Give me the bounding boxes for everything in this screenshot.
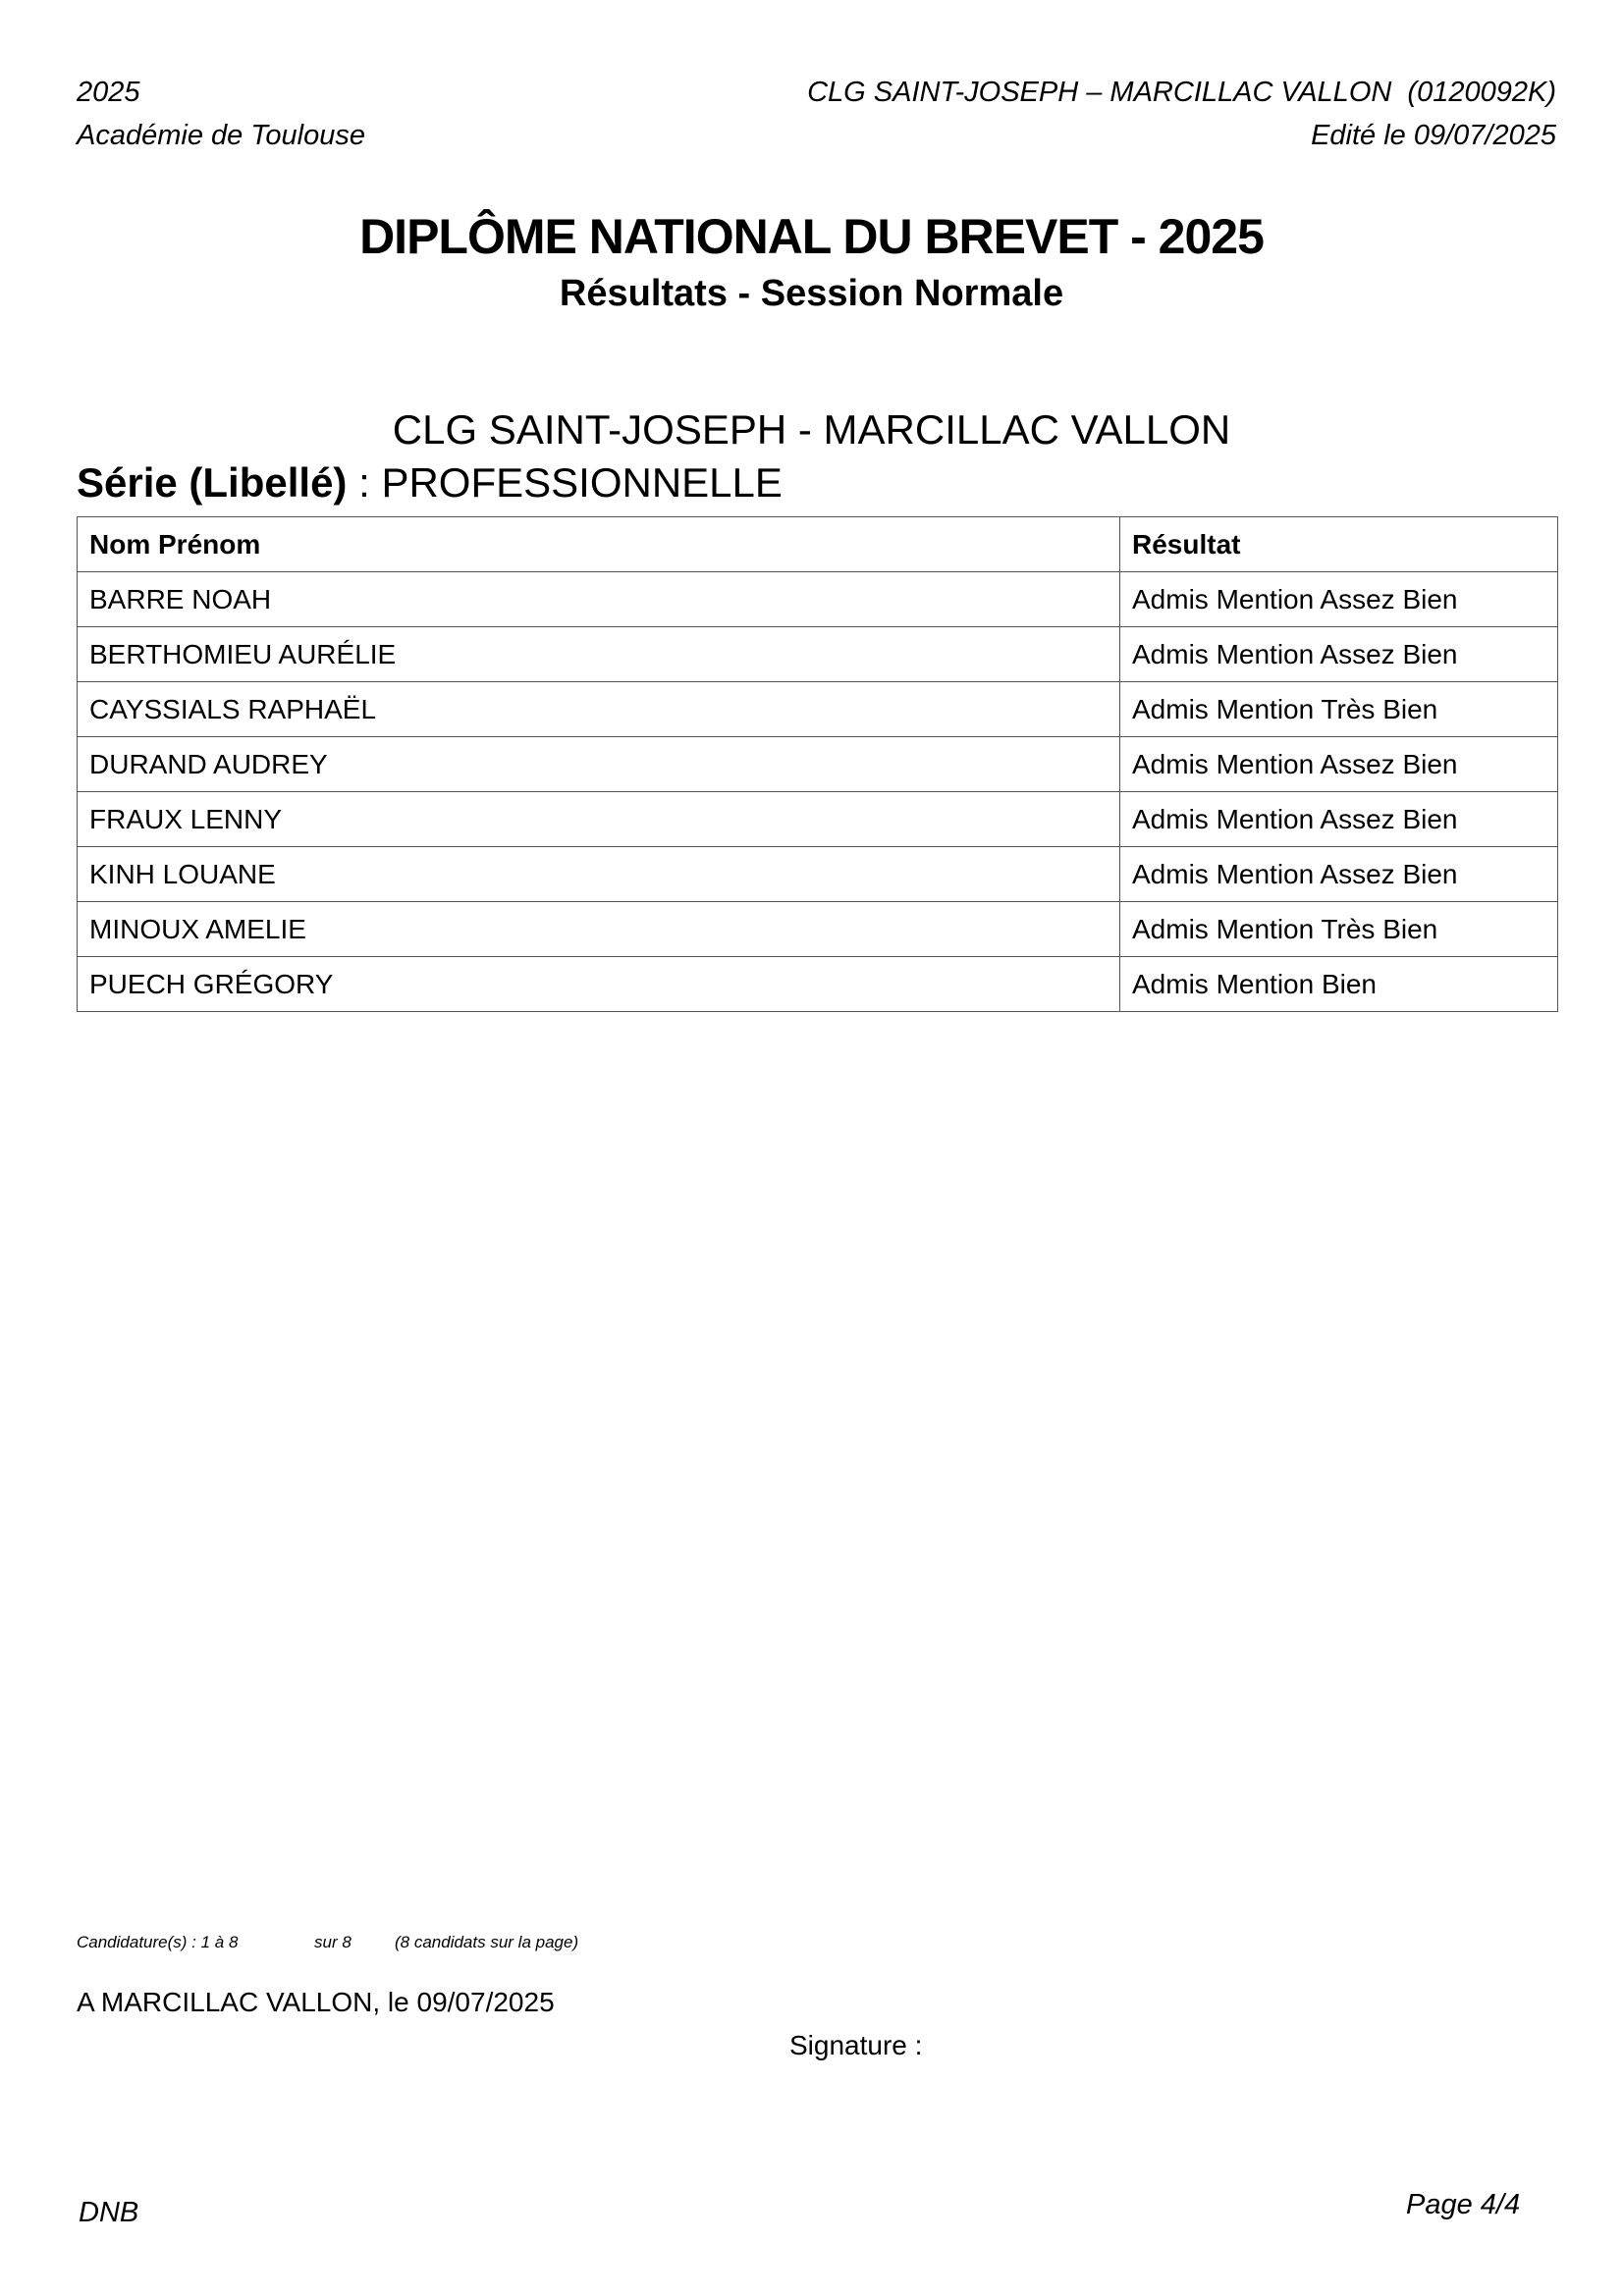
table-row (78, 572, 1558, 627)
candidate-name: MINOUX AMELIE (78, 902, 1120, 957)
candidate-result: Admis Mention Très Bien (1120, 682, 1558, 737)
candidate-name: BERTHOMIEU AURÉLIE (78, 627, 1120, 682)
table-row (78, 847, 1558, 902)
document-code: DNB (79, 2197, 139, 2228)
page-number: Page 4/4 (1406, 2189, 1521, 2220)
candidatures-count-note: (8 candidats sur la page) (395, 1933, 579, 1951)
candidate-result: Admis Mention Très Bien (1120, 902, 1558, 957)
table-row (78, 792, 1558, 847)
candidatures-total: sur 8 (314, 1933, 352, 1951)
candidate-name: FRAUX LENNY (78, 792, 1120, 847)
candidate-result: Admis Mention Assez Bien (1120, 572, 1558, 627)
serie-value: PROFESSIONNELLE (381, 459, 783, 506)
candidate-name: KINH LOUANE (78, 847, 1120, 902)
candidate-result: Admis Mention Bien (1120, 957, 1558, 1012)
serie-separator: : (347, 459, 382, 506)
candidate-name: DURAND AUDREY (78, 737, 1120, 792)
column-header-name: Nom Prénom (78, 517, 1120, 572)
header-year: 2025 (77, 77, 140, 108)
school-name: CLG SAINT-JOSEPH - MARCILLAC VALLON (392, 406, 1231, 453)
candidate-result: Admis Mention Assez Bien (1120, 737, 1558, 792)
page-title: DIPLÔME NATIONAL DU BREVET - 2025 (359, 209, 1264, 264)
place-date: A MARCILLAC VALLON, le 09/07/2025 (77, 1987, 555, 2017)
candidate-result: Admis Mention Assez Bien (1120, 792, 1558, 847)
candidate-name: CAYSSIALS RAPHAËL (78, 682, 1120, 737)
serie-line (77, 459, 783, 507)
column-header-result: Résultat (1120, 517, 1558, 572)
table-row (78, 627, 1558, 682)
candidate-result: Admis Mention Assez Bien (1120, 847, 1558, 902)
table-row (78, 737, 1558, 792)
header-school-code: CLG SAINT-JOSEPH – MARCILLAC VALLON (0120092K) (807, 77, 1556, 108)
table-row (78, 682, 1558, 737)
candidate-name: BARRE NOAH (78, 572, 1120, 627)
results-table (77, 516, 1558, 1012)
header-edited-date: Edité le 09/07/2025 (1311, 120, 1556, 151)
table-row (78, 902, 1558, 957)
table-header-row (78, 517, 1558, 572)
page-subtitle: Résultats - Session Normale (559, 273, 1064, 314)
table-row (78, 957, 1558, 1012)
candidatures-range: Candidature(s) : 1 à 8 (77, 1933, 239, 1951)
candidate-result: Admis Mention Assez Bien (1120, 627, 1558, 682)
serie-label: Série (Libellé) (77, 459, 348, 506)
header-academy: Académie de Toulouse (77, 120, 365, 151)
candidate-name: PUECH GRÉGORY (78, 957, 1120, 1012)
signature-label: Signature : (789, 2030, 923, 2060)
